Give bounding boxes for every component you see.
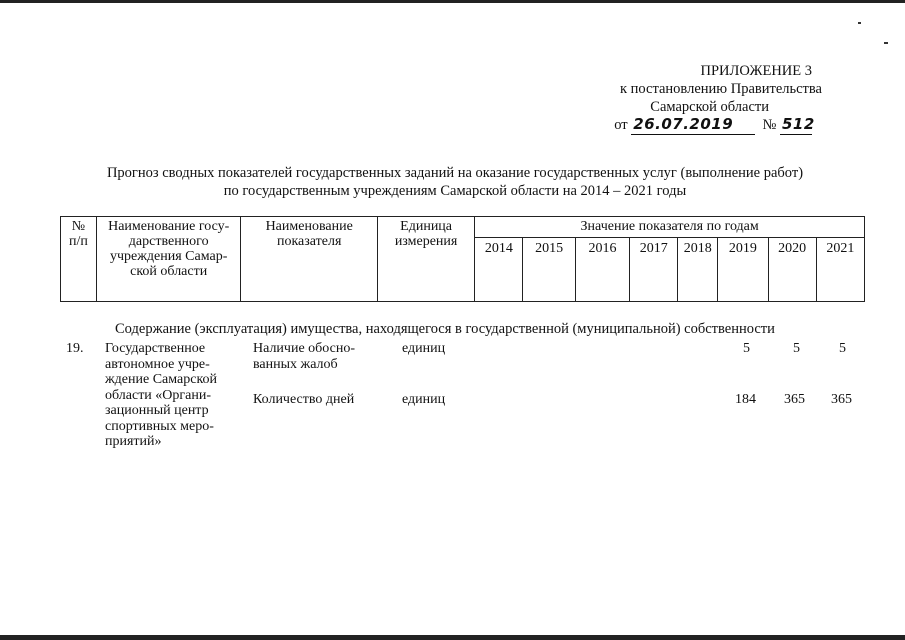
col-unit-header: Единица измерения [377, 217, 474, 302]
row-number: 19. [66, 341, 84, 356]
section-title: Содержание (эксплуатация) имущества, находящегося в государственной (муниципальной) собственности [115, 321, 775, 337]
document-title [60, 164, 850, 200]
value-2020: 365 [784, 392, 805, 407]
year-header: 2014 [475, 238, 523, 302]
date-field [631, 115, 755, 135]
institution-name: Государственное автономное учре- ждение Самарской области «Органи- зационный центр спортивных меро- приятий» [105, 341, 218, 449]
document-title-line2: по государственным учреждениям Самарской области на 2014 – 2021 годы [223, 183, 687, 199]
col-values-header: Значение показателя по годам [475, 217, 865, 238]
date-prefix: от [614, 117, 628, 133]
year-header: 2016 [575, 238, 629, 302]
year-header: 2020 [768, 238, 816, 302]
col-number-header: № п/п [61, 217, 97, 302]
value-2019: 5 [743, 341, 750, 356]
indicators-table-header [60, 216, 865, 302]
appendix-line-region: Самарской области [650, 99, 769, 115]
value-2021: 365 [831, 392, 852, 407]
scan-bottom-border [0, 635, 905, 640]
year-header: 2018 [678, 238, 718, 302]
year-header: 2017 [630, 238, 678, 302]
col-institution-header: Наименование госу- дарственного учреждения Самар- ской области [96, 217, 241, 302]
appendix-title: ПРИЛОЖЕНИЕ 3 [700, 63, 812, 79]
indicator-name: Количество дней [253, 392, 355, 407]
col-indicator-header: Наименование показателя [241, 217, 377, 302]
value-2020: 5 [793, 341, 800, 356]
year-header: 2019 [718, 238, 768, 302]
scan-top-border [0, 0, 905, 3]
scan-speck [884, 42, 888, 44]
value-2019: 184 [735, 392, 756, 407]
indicator-name: Наличие обосно- ванных жалоб [253, 341, 356, 372]
value-2021: 5 [839, 341, 846, 356]
year-header: 2021 [816, 238, 864, 302]
indicator-unit: единиц [402, 341, 446, 356]
handwritten-number: 512 [782, 115, 815, 133]
document-title-line1: Прогноз сводных показателей государственных заданий на оказание государственных услуг (выполнение работ) [106, 165, 804, 181]
scan-speck [858, 22, 861, 24]
number-prefix: № [762, 117, 777, 133]
number-field [780, 115, 815, 135]
year-header: 2015 [523, 238, 575, 302]
appendix-line-resolution: к постановлению Правительства [620, 81, 822, 97]
appendix-date-number-line [614, 115, 815, 135]
handwritten-date: 26.07.2019 [633, 115, 734, 133]
indicator-unit: единиц [402, 392, 446, 407]
